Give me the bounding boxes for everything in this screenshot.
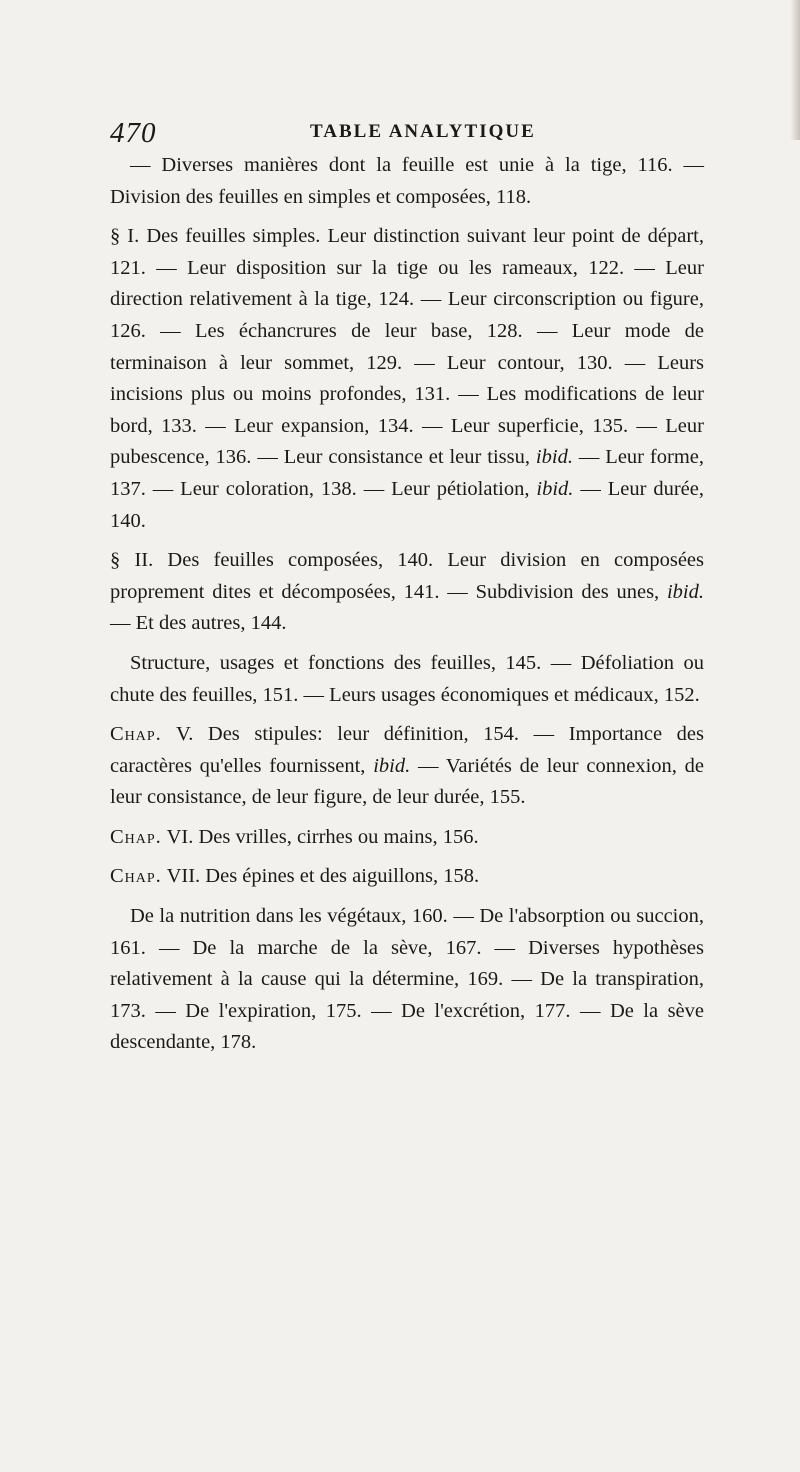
entry-text: V. Des stipules: leur définition, 154. — Importance des caractères qu'elles fournissent, (110, 723, 704, 777)
index-entry-simple-leaves (110, 221, 704, 537)
entry-text-continued: — Variétés de leur connexion, de leur consistance, de leur figure, de leur durée, 155. (110, 754, 705, 809)
entry-text-continued: — Leur forme, 137. — Leur coloration, 138. — Leur pétiolation, (110, 446, 704, 500)
entry-text: Structure, usages et fonctions des feuilles, 145. — Défoliation ou chute des feuilles, 151. — Leurs usages économiques et médicaux, 152. (110, 651, 704, 706)
running-title: TABLE ANALYTIQUE (310, 121, 536, 142)
chapter-label: Chap. (110, 825, 162, 848)
chapter-label: Chap. (110, 865, 162, 888)
index-entry-leaf-structure (110, 648, 704, 711)
index-entry-chapter-6 (110, 822, 704, 854)
entry-text: VII. Des épines et des aiguillons, 158. (166, 865, 480, 888)
entry-text: — Diverses manières dont la feuille est unie à la tige, 116. — Division des feuilles en simples et composées, 118. (110, 154, 704, 208)
ibid-reference: ibid. (666, 580, 704, 603)
chapter-label: Chap. (110, 723, 162, 746)
entry-text: VI. Des vrilles, cirrhes ou mains, 156. (166, 825, 479, 848)
index-body (110, 150, 704, 1067)
index-entry-chapter-5 (110, 719, 704, 814)
index-entry-leaf-attachment (110, 150, 704, 213)
entry-text-continued: — Leur durée, 140. (110, 477, 704, 532)
ibid-reference: ibid. (373, 754, 411, 777)
entry-text: § I. Des feuilles simples. Leur distinction suivant leur point de départ, 121. — Leur disposition sur la tige ou les rameaux, 122. — Leur direction relativement à la tige, 124. — Leur circonscription ou figure, 126. — Les échancrures de leur base, 128. — Leur mode de terminaison à leur sommet, 129. — Leur contour, 130. — Leurs incisions plus ou moins profondes, 131. — Les modifications de leur bord, 133. — Leur expansion, 134. — Leur superficie, 135. — Leur pubescence, 136. — Leur consistance et leur tissu, (110, 225, 704, 469)
page-header (110, 117, 700, 153)
entry-text-continued: — Et des autres, 144. (110, 612, 287, 635)
ibid-reference: ibid. (536, 477, 574, 500)
page-edge-shadow (790, 0, 800, 140)
ibid-reference: ibid. (535, 446, 573, 469)
page-number: 470 (110, 117, 157, 149)
index-entry-nutrition (110, 901, 704, 1059)
index-entry-compound-leaves (110, 545, 704, 640)
entry-text: § II. Des feuilles composées, 140. Leur division en composées proprement dites et décomposées, 141. — Subdivision des unes, (110, 549, 704, 603)
entry-text: De la nutrition dans les végétaux, 160. — De l'absorption ou succion, 161. — De la marche de la sève, 167. — Diverses hypothèses relativement à la cause qui la détermine, 169. — De la transpiration, 173. — De l'expiration, 175. — De l'excrétion, 177. — De la sève descendante, 178. (110, 905, 704, 1054)
index-entry-chapter-7 (110, 861, 704, 893)
